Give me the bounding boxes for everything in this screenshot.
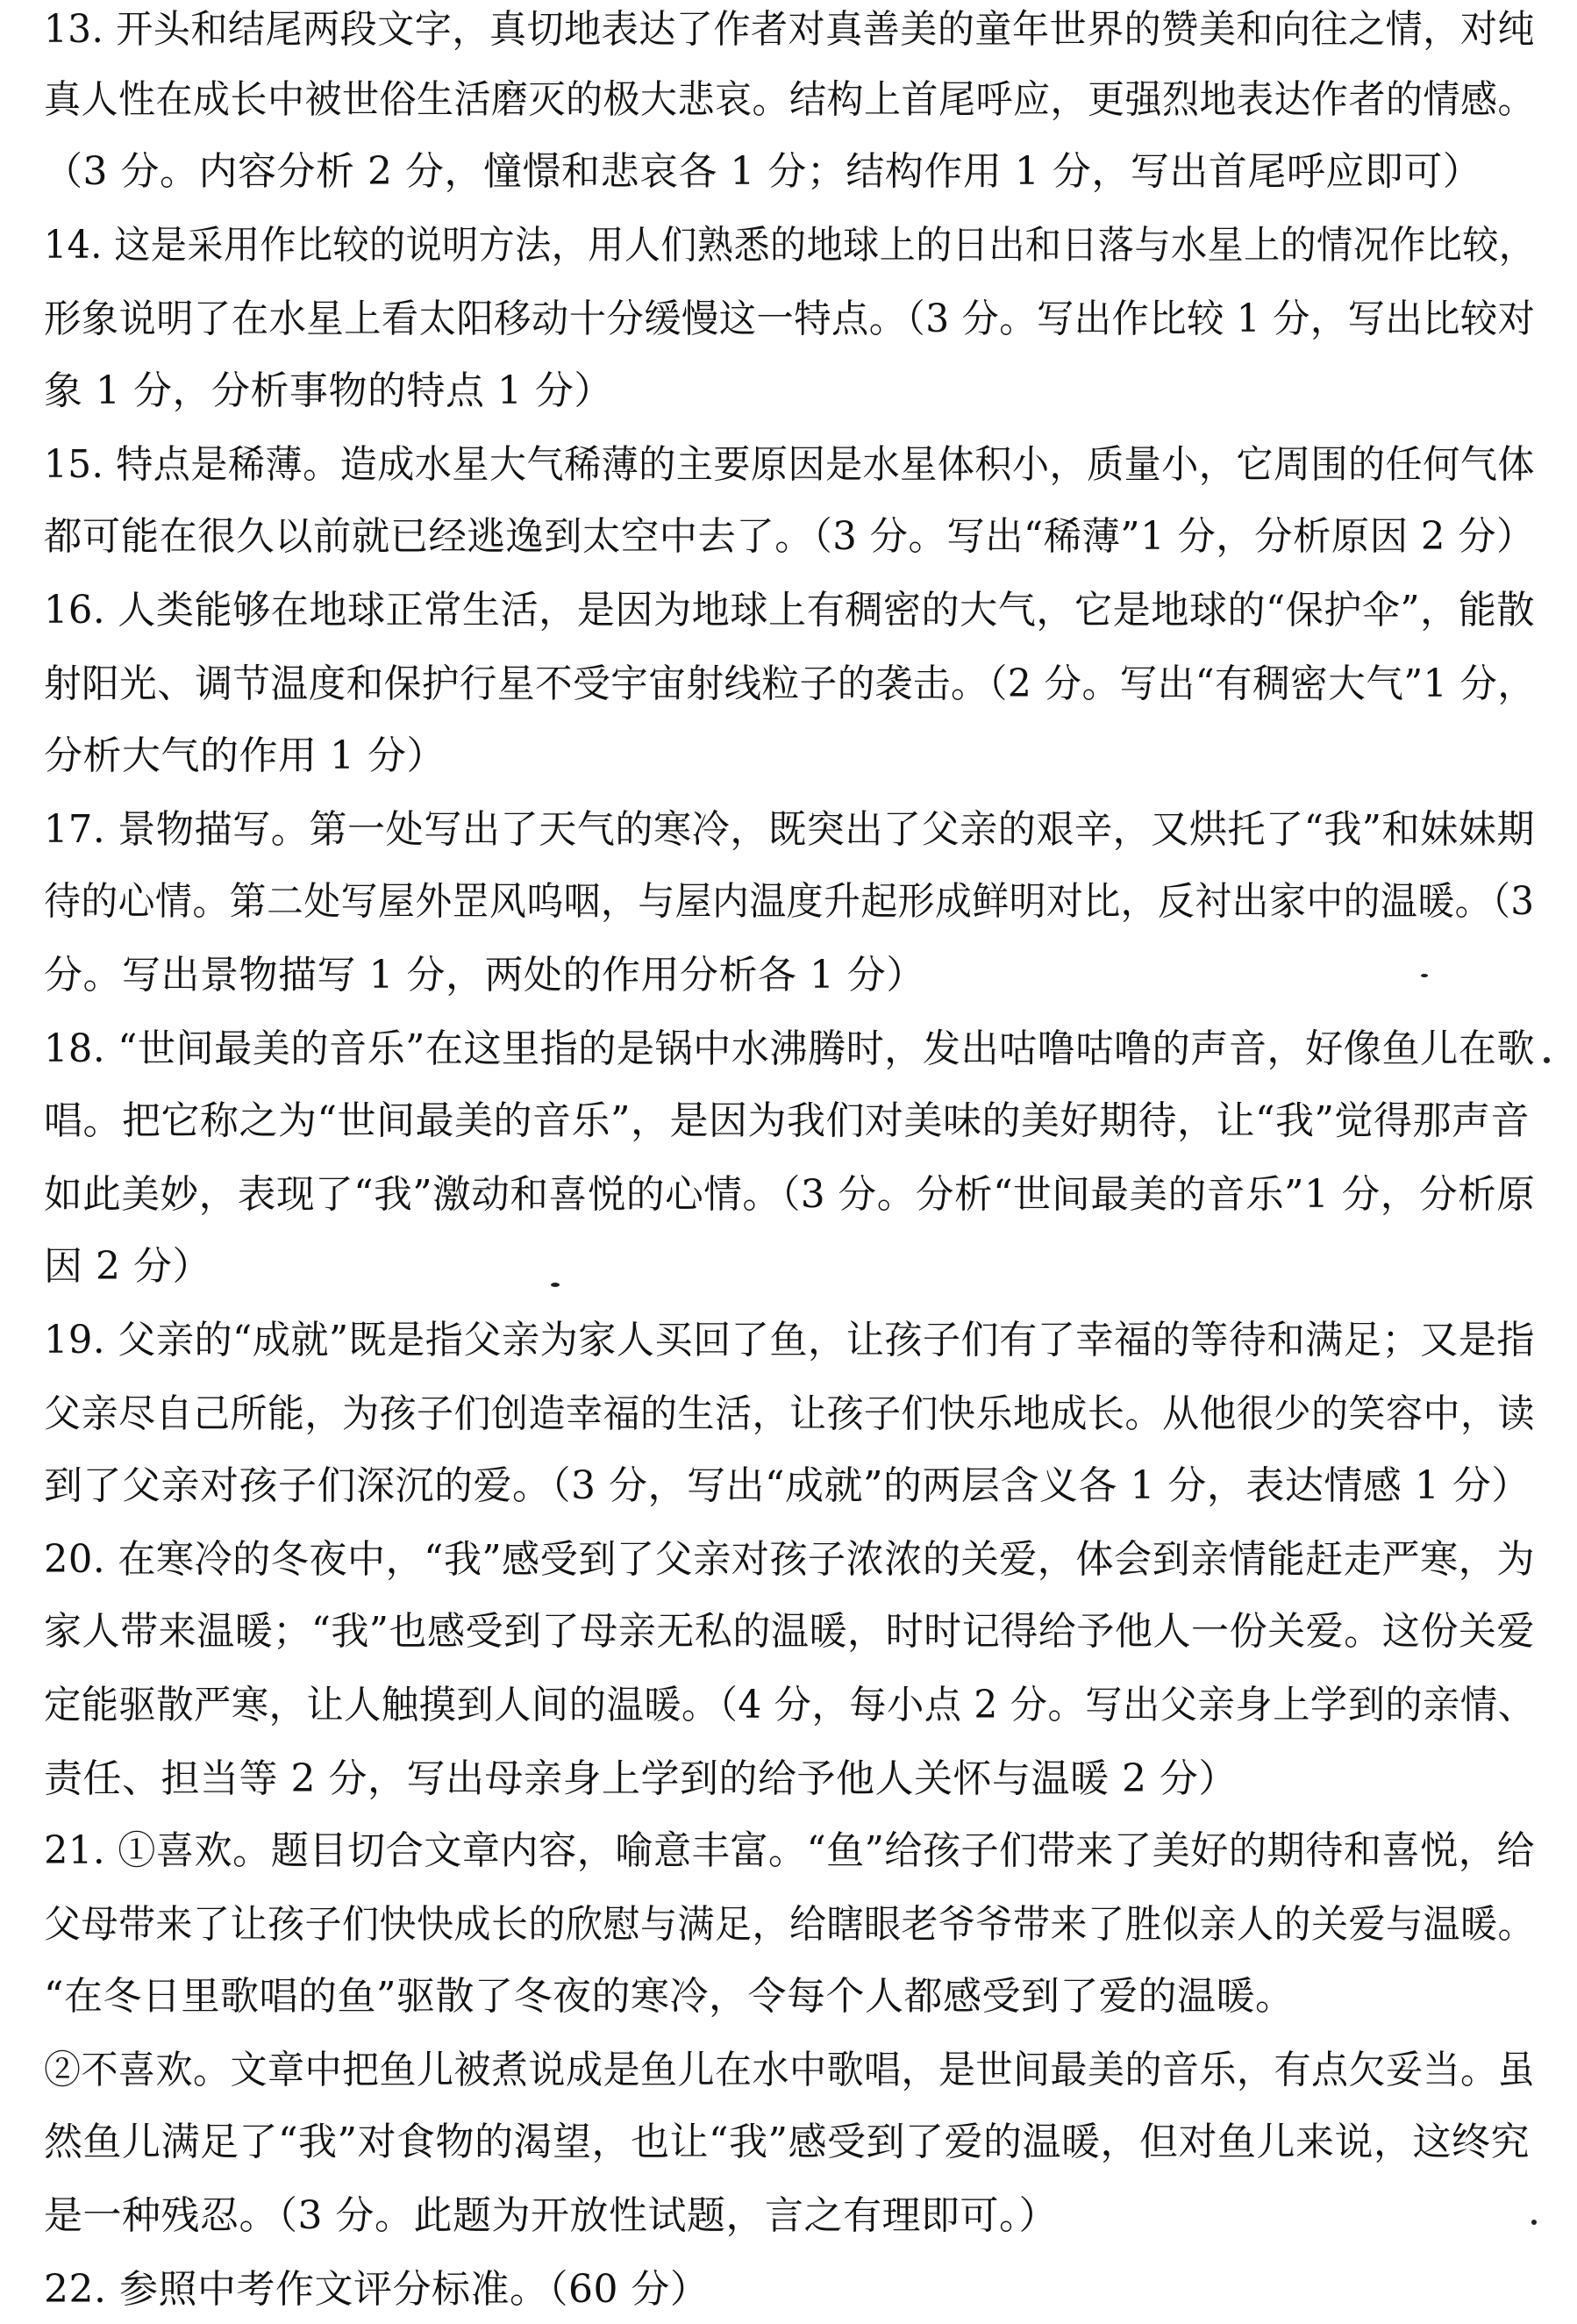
text-line: 是一种残忍。（3 分。此题为开放性试题，言之有理即可。） [44,2193,1058,2238]
text-line: “在冬日里歌唱的鱼”驱散了冬夜的寒冷，令每个人都感受到了爱的温暖。 [44,1974,1295,2019]
text-line: 19. 父亲的“成就”既是指父亲为家人买回了鱼，让孩子们有了幸福的等待和满足；又是指 [44,1318,1535,1362]
text-line: 责任、担当等 2 分，写出母亲身上学到的给予他人关怀与温暖 2 分） [44,1756,1238,1801]
text-line: 17. 景物描写。第一处写出了天气的寒冷，既突出了父亲的艰辛，又烘托了“我”和妹妹期 [44,807,1535,852]
text-line: 然鱼儿满足了“我”对食物的渴望，也让“我”感受到了爱的温暖，但对鱼儿来说，这终究 [44,2120,1530,2164]
text-line: 真人性在成长中被世俗生活磨灭的极大悲哀。结构上首尾呼应，更强烈地表达作者的情感。 [44,77,1535,122]
text-line: 象 1 分，分析事物的特点 1 分） [44,368,613,413]
text-line: 定能驱散严寒，让人触摸到人间的温暖。（4 分，每小点 2 分。写出父亲身上学到的亲情、 [44,1683,1536,1727]
text-line: 15. 特点是稀薄。造成水星大气稀薄的主要原因是水星体积小，质量小，它周围的任何气体 [44,442,1535,487]
text-line: （3 分。内容分析 2 分，憧憬和悲哀各 1 分；结构作用 1 分，写出首尾呼应即可） [44,149,1482,194]
scan-speck [1421,974,1428,977]
scan-speck [551,1283,560,1287]
text-line: 形象说明了在水星上看太阳移动十分缓慢这一特点。（3 分。写出作比较 1 分，写出比较对 [44,297,1536,341]
text-line: ②不喜欢。文章中把鱼儿被煮说成是鱼儿在水中歌唱，是世间最美的音乐，有点欠妥当。虽 [44,2048,1535,2092]
text-line: 14. 这是采用作比较的说明方法，用人们熟悉的地球上的日出和日落与水星上的情况作比较， [44,223,1536,268]
text-line: 18. “世间最美的音乐”在这里指的是锅中水沸腾时，发出咕噜咕噜的声音，好像鱼儿在歌 [44,1026,1535,1071]
text-line: 分析大气的作用 1 分） [44,733,446,778]
text-line: 父母带来了让孩子们快快成长的欣慰与满足，给瞎眼老爷爷带来了胜似亲人的关爱与温暖。 [44,1902,1535,1947]
text-line: 16. 人类能够在地球正常生活，是因为地球上有稠密的大气，它是地球的“保护伞”，能散 [44,588,1535,633]
text-line: 到了父亲对孩子们深沉的爱。（3 分，写出“成就”的两层含义各 1 分，表达情感 1 分） [44,1463,1531,1508]
text-line: 13. 开头和结尾两段文字，真切地表达了作者对真善美的童年世界的赞美和向往之情，对纯 [44,7,1535,52]
text-line: 因 2 分） [44,1244,211,1289]
text-line: 待的心情。第二处写屋外罡风呜咽，与屋内温度升起形成鲜明对比，反衬出家中的温暖。（3 [44,879,1535,924]
text-line: 20. 在寒冷的冬夜中，“我”感受到了父亲对孩子浓浓的关爱，体会到亲情能赶走严寒，为 [44,1537,1535,1582]
text-line: 分。写出景物描写 1 分，两处的作用分析各 1 分） [44,953,925,998]
text-line: 家人带来温暖；“我”也感受到了母亲无私的温暖，时时记得给予他人一份关爱。这份关爱 [44,1609,1535,1654]
scan-speck [1531,2220,1537,2225]
text-line: 唱。把它称之为“世间最美的音乐”，是因为我们对美味的美好期待，让“我”觉得那声音 [44,1098,1530,1143]
text-line: 21. ①喜欢。题目切合文章内容，喻意丰富。“鱼”给孩子们带来了美好的期待和喜悦，给 [44,1828,1535,1873]
text-line: 射阳光、调节温度和保护行星不受宇宙射线粒子的袭击。（2 分。写出“有稠密大气”1 分， [44,661,1536,706]
scan-speck [1544,1057,1550,1063]
text-line: 父亲尽自己所能，为孩子们创造幸福的生活，让孩子们快乐地成长。从他很少的笑容中，读 [44,1391,1535,1436]
text-line: 如此美妙，表现了“我”激动和喜悦的心情。（3 分。分析“世间最美的音乐”1 分，分析原 [44,1172,1536,1217]
text-line: 22. 参照中考作文评分标准。（60 分） [44,2267,710,2312]
text-line: 都可能在很久以前就已经逃逸到太空中去了。（3 分。写出“稀薄”1 分，分析原因 2 分） [44,514,1535,559]
